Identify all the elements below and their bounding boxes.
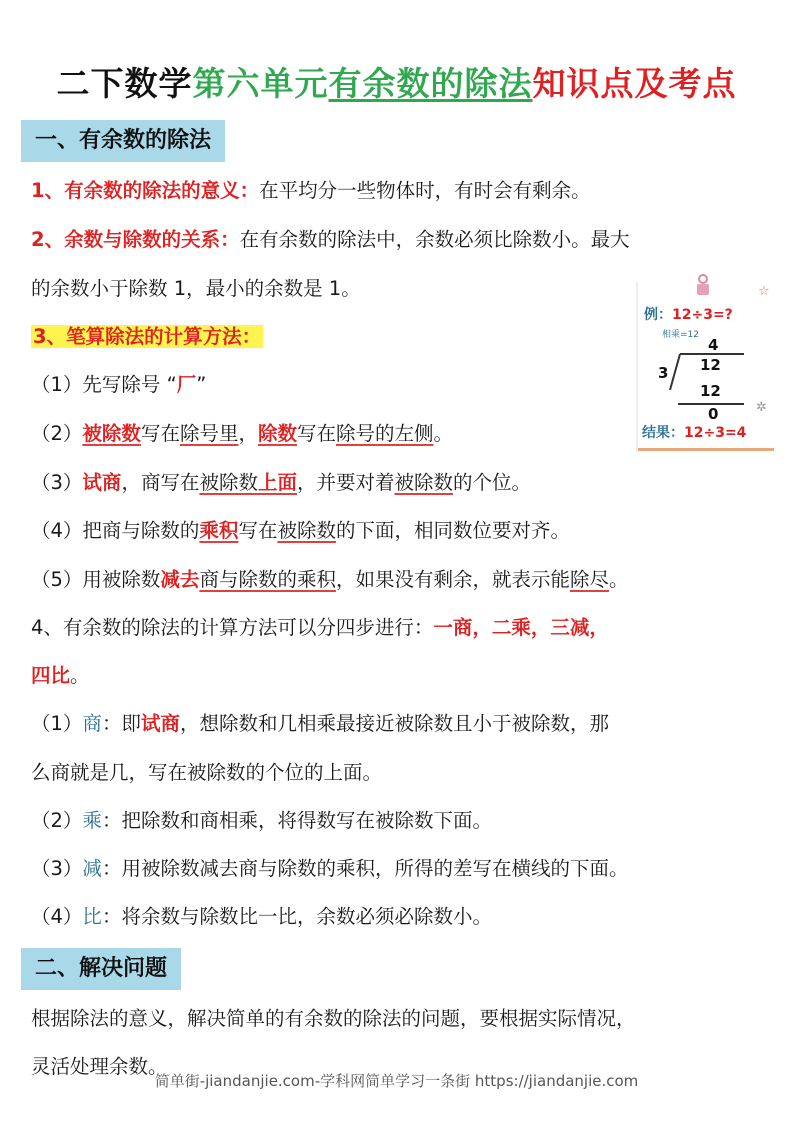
item-relation-cont: 的余数小于除数 1，最小的余数是 1。 <box>31 277 361 300</box>
four-step-2 <box>31 806 773 836</box>
section-heading-2: 二、解决问题 <box>21 948 181 990</box>
star-icon: ☆ <box>758 284 770 299</box>
four-step-2-text: ：把除数和商相乘，将得数写在被除数下面。 <box>101 809 492 832</box>
watermark-footer: 简单街-jiandanjie.com-学科网简单学习一条街 https://jiandanjie.com <box>154 1072 639 1090</box>
item-method-label: 3、笔算除法的计算方法： <box>33 325 262 348</box>
item-meaning-label: 1、有余数的除法的意义： <box>31 179 260 202</box>
card-bottom-line <box>638 448 774 451</box>
step-5-end: 。 <box>608 568 629 591</box>
step-5 <box>31 565 773 595</box>
step-5-text-b: ，如果没有剩余，就表示能 <box>335 568 570 591</box>
four-step-2-num: （2） <box>31 809 83 832</box>
example-note: 相乘=12 <box>662 330 699 340</box>
item-four-steps-end: 。 <box>70 664 90 687</box>
example-result-label: 结果： <box>642 425 684 441</box>
four-step-1-trial: 试商 <box>140 712 180 735</box>
example-dividend: 12 <box>700 356 721 374</box>
step-3-trial: 试商 <box>82 471 122 494</box>
example-card <box>636 282 772 452</box>
example-result-expr: 12÷3=4 <box>684 425 747 441</box>
step-2-text-d: 写在 <box>297 422 337 445</box>
step-5-text-a: （5）用被除数 <box>31 568 161 591</box>
four-step-1 <box>31 709 773 739</box>
section-2-text-a: 根据除法的意义，解决简单的有余数的除法的问题，要根据实际情况， <box>31 1007 636 1030</box>
four-step-3-num: （3） <box>31 857 83 880</box>
item-relation-text-a: 在有余数的除法中，余数必须比除数小。最大 <box>239 228 630 251</box>
four-step-4-text: ：将余数与除数比一比，余数必须必除数小。 <box>101 905 492 928</box>
step-5-exact: 除尽 <box>569 568 609 591</box>
step-2-left: 除号的左侧 <box>336 422 434 445</box>
step-4-product: 乘积 <box>199 519 239 542</box>
item-four-steps <box>31 613 773 643</box>
item-meaning-text: 在平均分一些物体时，有时会有剩余。 <box>259 179 591 202</box>
step-2-text-b: 写在 <box>140 422 180 445</box>
four-step-4-key: 比 <box>82 905 102 928</box>
step-3-text-c: ，并要对着 <box>296 471 395 494</box>
sparkle-icon: ✲ <box>756 400 767 415</box>
step-3-text-d: 的个位。 <box>453 471 532 494</box>
page-title <box>0 58 793 105</box>
example-quotient: 4 <box>708 336 719 354</box>
step-3-num: （3） <box>31 471 83 494</box>
step-2-end: 。 <box>433 422 454 445</box>
example-expr: 12÷3=? <box>672 307 733 323</box>
step-4-text-b: 写在 <box>238 519 278 542</box>
step-5-subtract: 减去 <box>160 568 200 591</box>
step-2-comma: ， <box>238 422 258 445</box>
section-heading-1: 一、有余数的除法 <box>21 120 225 162</box>
section-2-text-b: 灵活处理余数。 <box>31 1055 168 1078</box>
item-four-steps-text: 4、有余数的除法的计算方法可以分四步进行： <box>31 616 434 639</box>
title-part-unit: 第六单元 <box>192 64 329 103</box>
example-remainder: 0 <box>708 405 719 423</box>
title-part-suffix: 知识点及考点 <box>532 64 737 103</box>
example-product: 12 <box>700 382 721 400</box>
step-2-num: （2） <box>31 422 83 445</box>
step-4-text-c: 的下面，相同数位要对齐。 <box>335 519 570 542</box>
four-step-4 <box>31 902 773 932</box>
four-step-3-text: ：用被除数减去商与除数的乘积，所得的差写在横线的下面。 <box>101 857 629 880</box>
four-step-1-cont: 么商就是几，写在被除数的个位的上面。 <box>31 761 383 784</box>
item-four-steps-red-b: 四比 <box>31 664 71 687</box>
four-step-1-text-b: ：即 <box>101 712 141 735</box>
step-3-dividend-2: 被除数 <box>394 471 454 494</box>
step-1-text-b: ” <box>196 373 207 396</box>
step-5-product: 商与除数的乘积 <box>199 568 336 591</box>
step-2-divisor: 除数 <box>257 422 297 445</box>
step-4-text-a: （4）把商与除数的 <box>31 519 200 542</box>
step-1-text-a: （1）先写除号 “ <box>31 373 177 396</box>
step-3 <box>31 468 773 498</box>
step-4-dividend: 被除数 <box>277 519 336 542</box>
title-part-topic: 有余数的除法 <box>328 64 533 103</box>
item-four-steps-cont <box>31 661 773 691</box>
four-step-3-key: 减 <box>82 857 102 880</box>
four-step-1-key: 商 <box>82 712 102 735</box>
binder-clip-icon <box>696 274 710 296</box>
four-step-1-num: （1） <box>31 712 83 735</box>
four-step-1-text-c: ，想除数和几相乘最接近被除数且小于被除数，那 <box>179 712 609 735</box>
item-relation-label: 2、余数与除数的关系： <box>31 228 240 251</box>
title-part-grade: 二下数学 <box>56 64 193 103</box>
division-sign: 厂 <box>176 373 197 396</box>
example-divisor: 3 <box>658 364 669 382</box>
example-result <box>642 422 746 442</box>
four-step-4-num: （4） <box>31 905 83 928</box>
step-3-above: 上面 <box>257 471 297 494</box>
item-meaning <box>31 176 773 206</box>
item-four-steps-red-a: 一商，二乘，三减， <box>433 616 609 639</box>
example-question <box>644 304 733 324</box>
step-3-dividend: 被除数 <box>199 471 258 494</box>
example-label: 例： <box>644 307 672 323</box>
step-4 <box>31 516 773 546</box>
four-step-2-key: 乘 <box>82 809 102 832</box>
step-2-inside: 除号里 <box>179 422 239 445</box>
step-3-text-b: ，商写在 <box>121 471 200 494</box>
four-step-3 <box>31 854 773 884</box>
item-relation <box>31 225 773 255</box>
step-2-dividend: 被除数 <box>82 422 141 445</box>
